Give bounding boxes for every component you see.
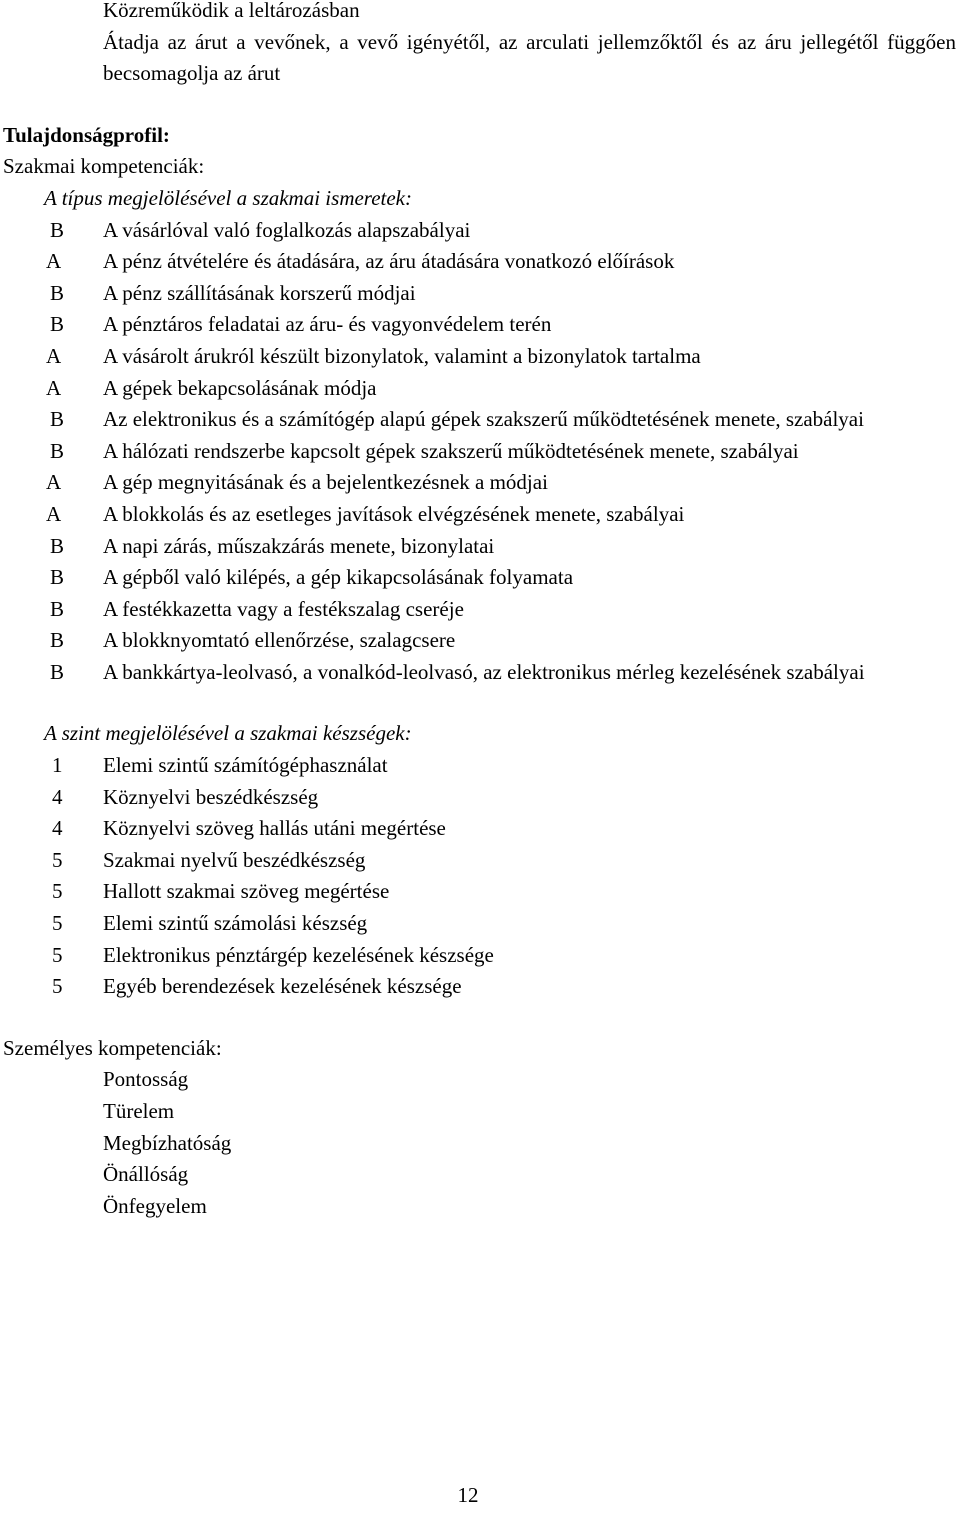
personal-item: Megbízhatóság [103,1130,232,1155]
knowledge-text: A pénz átvételére és átadására, az áru átadására vonatkozó előírások [103,249,675,274]
skill-level: 5 [52,879,63,904]
knowledge-list [0,215,960,689]
knowledge-code: B [50,312,65,337]
skill-text: Szakmai nyelvű beszédkészség [103,847,366,872]
skill-item [0,971,960,1003]
skill-text: Elemi szintű számolási készség [103,911,368,936]
skill-item [0,750,960,782]
skill-text: Egyéb berendezések kezelésének készsége [103,974,462,999]
knowledge-code: B [50,659,65,684]
knowledge-item [0,657,960,689]
skill-text: Köznyelvi szöveg hallás utáni megértése [103,816,446,841]
spacer [0,1003,960,1033]
knowledge-code: B [50,280,65,305]
knowledge-item [0,246,960,278]
knowledge-item [0,215,960,247]
personal-list [0,1064,960,1222]
intro-line-1: Közreműködik a leltározásban [103,0,360,22]
knowledge-text: A festékkazetta vagy a festékszalag cseréje [103,596,464,621]
skill-item [0,876,960,908]
knowledge-text: A pénztáros feladatai az áru- és vagyonvédelem terén [103,312,552,337]
skill-level: 5 [52,974,63,999]
knowledge-code: B [50,217,65,242]
skill-level: 5 [52,942,63,967]
personal-item: Önfegyelem [103,1193,207,1218]
knowledge-item [0,373,960,405]
knowledge-item [0,594,960,626]
skill-level: 1 [52,753,63,778]
skill-text: Hallott szakmai szöveg megértése [103,879,390,904]
professional-heading: Szakmai kompetenciák: [3,154,205,179]
knowledge-item [0,278,960,310]
personal-item: Önállóság [103,1162,189,1187]
knowledge-code: A [46,470,62,495]
knowledge-item [0,404,960,436]
knowledge-code: B [50,565,65,590]
knowledge-code: A [46,249,62,274]
knowledge-text: A blokkolás és az esetleges javítások elvégzésének menete, szabályai [103,501,685,526]
knowledge-text: A vásárolt árukról készült bizonylatok, valamint a bizonylatok tartalma [103,343,701,368]
knowledge-code: A [46,343,62,368]
knowledge-item [0,341,960,373]
knowledge-text: A bankkártya-leolvasó, a vonalkód-leolvasó, az elektronikus mérleg kezelésének szabályai [103,659,865,684]
knowledge-text: A gépből való kilépés, a gép kikapcsolásának folyamata [103,565,574,590]
skill-item [0,908,960,940]
knowledge-heading: A típus megjelölésével a szakmai ismeretek: [44,185,412,210]
skill-item [0,782,960,814]
knowledge-item [0,499,960,531]
knowledge-code: B [50,628,65,653]
knowledge-item [0,309,960,341]
knowledge-text: A gép megnyitásának és a bejelentkezésnek a módjai [103,470,548,495]
knowledge-item [0,436,960,468]
skill-text: Elemi szintű számítógéphasználat [103,753,388,778]
knowledge-text: A napi zárás, műszakzárás menete, bizonylatai [103,533,495,558]
page-number: 12 [457,1483,479,1507]
knowledge-code: B [50,438,65,463]
personal-heading: Személyes kompetenciák: [3,1035,222,1060]
personal-item: Pontosság [103,1067,189,1092]
knowledge-text: A pénz szállításának korszerű módjai [103,280,416,305]
skill-item [0,813,960,845]
knowledge-code: A [46,375,62,400]
skill-level: 5 [52,847,63,872]
skill-level: 4 [52,816,63,841]
spacer [0,688,960,718]
skills-heading: A szint megjelölésével a szakmai készségek: [44,721,412,746]
knowledge-code: B [50,596,65,621]
knowledge-text: A gépek bekapcsolásának módja [103,375,377,400]
knowledge-item [0,531,960,563]
skill-item [0,845,960,877]
skill-level: 4 [52,784,63,809]
knowledge-item [0,625,960,657]
knowledge-text: A vásárlóval való foglalkozás alapszabályai [103,217,471,242]
knowledge-item [0,467,960,499]
knowledge-code: B [50,533,65,558]
knowledge-code: A [46,501,62,526]
skill-text: Köznyelvi beszédkészség [103,784,319,809]
knowledge-item [0,562,960,594]
skill-item [0,940,960,972]
skills-list [0,750,960,1003]
intro-line-2: Átadja az árut a vevőnek, a vevő igényétől, az arculati jellemzőktől és az áru jellegétől függően becsomagolja az árut [103,29,956,86]
knowledge-text: Az elektronikus és a számítógép alapú gépek szakszerű működtetésének menete, szabályai [103,407,864,432]
knowledge-code: B [50,407,65,432]
knowledge-text: A hálózati rendszerbe kapcsolt gépek szakszerű működtetésének menete, szabályai [103,438,799,463]
personal-item: Türelem [103,1099,175,1123]
skill-text: Elektronikus pénztárgép kezelésének készsége [103,942,494,967]
knowledge-text: A blokknyomtató ellenőrzése, szalagcsere [103,628,456,653]
spacer [0,90,960,120]
skill-level: 5 [52,911,63,936]
profile-heading: Tulajdonságprofil: [3,122,170,147]
